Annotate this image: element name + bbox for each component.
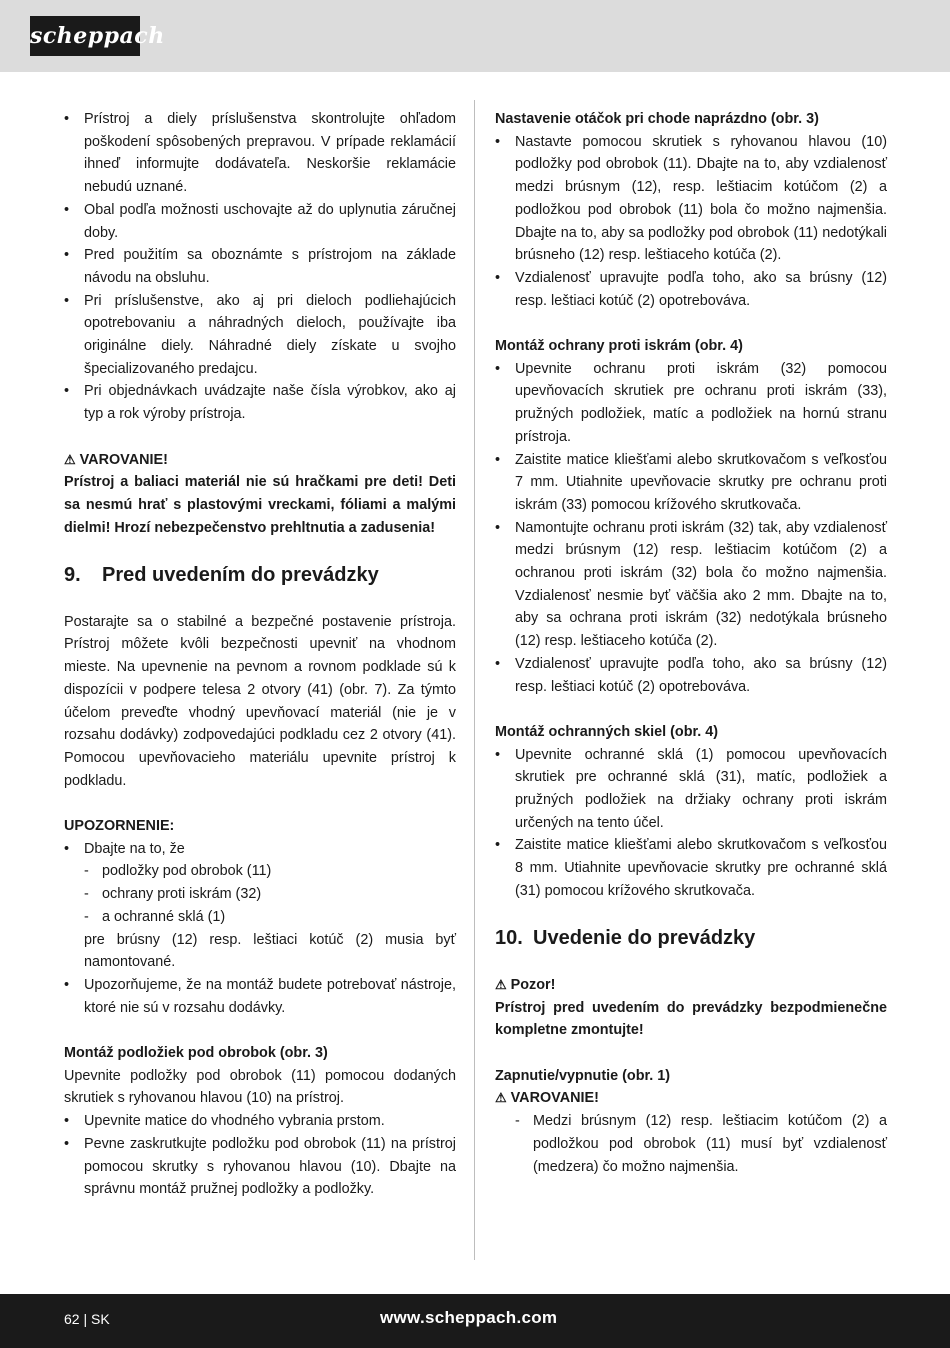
warning-title: VAROVANIE!: [79, 451, 168, 468]
list-item: [64, 838, 456, 861]
list-item: • Vzdialenosť upravujte podľa toho, ako sa brúsny (12) resp. leštiaci kotúč (2) opotrebováva.: [495, 267, 887, 312]
switch-title: Zapnutie/vypnutie (obr. 1): [495, 1067, 671, 1084]
scheppach-logo: scheppach: [30, 16, 140, 56]
caution-heading: [495, 974, 887, 997]
left-column: [64, 108, 456, 1201]
section-title: Uvedenie do prevádzky: [533, 927, 756, 950]
list-item: • Pred použitím sa oboznámte s prístrojom na základe návodu na obsluhu.: [64, 244, 456, 289]
list-item: • Zaistite matice kliešťami alebo skrutkovačom s veľkosťou 7 mm. Utiahnite upevňovacie skrutky pre ochranu proti iskrám (33) pomocou krížového skrutkovača.: [495, 449, 887, 517]
list-item: • Obal podľa možnosti uschovajte až do uplynutia záručnej doby.: [64, 199, 456, 244]
list-item: • Upevnite ochranné sklá (1) pomocou upevňovacích skrutiek pre ochranné sklá (31), matíc, podložiek a pružných podložiek na držiaky ochrany proti iskrám určených na tento účel.: [495, 744, 887, 835]
page-number-label: [64, 1311, 110, 1327]
notice-list: [64, 838, 456, 861]
spark-list: [495, 358, 887, 699]
warning-triangle-icon: ⚠: [495, 976, 507, 992]
list-item: • Prístroj a diely príslušenstva skontrolujte ohľadom poškodení spôsobených prepravou. V prípade reklamácií ihneď informujte dodávateľa. Neskoršie reklamácie nebudú uznané.: [64, 108, 456, 199]
column-divider: [474, 100, 475, 1260]
list-item: • Pri objednávkach uvádzajte naše čísla výrobkov, ako aj typ a rok výroby prístroja.: [64, 380, 456, 425]
glass-title: Montáž ochranných skiel (obr. 4): [495, 723, 719, 740]
intro-list: [64, 108, 456, 426]
dash-item: - podložky pod obrobok (11): [84, 860, 456, 883]
mount-pad-list: [64, 1110, 456, 1201]
caution-text: Prístroj pred uvedením do prevádzky bezpodmienečne kompletne zmontujte!: [495, 999, 887, 1039]
dash-item: - ochrany proti iskrám (32): [84, 883, 456, 906]
spark-title: Montáž ochrany proti iskrám (obr. 4): [495, 338, 743, 355]
mount-pad-title: Montáž podložiek pod obrobok (obr. 3): [64, 1045, 328, 1062]
switch-warning-title: VAROVANIE!: [510, 1090, 599, 1107]
list-item: • Upevnite ochranu proti iskrám (32) pomocou upevňovacích skrutiek pre ochranu proti iskrám (33), pružných podložiek, matíc a podložiek na hornú stranu prístroja.: [495, 358, 887, 449]
list-item: • Zaistite matice kliešťami alebo skrutkovačom s veľkosťou 8 mm. Utiahnite upevňovacie skrutky pre ochranné sklá (31) pomocou krížového skrutkovača.: [495, 834, 887, 902]
right-column: [495, 108, 887, 1178]
page-number: 62: [64, 1311, 80, 1327]
list-item: • Nastavte pomocou skrutiek s ryhovanou hlavou (10) podložky pod obrobok (11). Dbajte na to, aby vzdialenosť medzi brúsnym (12), resp. leštiacim kotúčom (2) a podložkou pod obrobok (11) bola čo možno najmenšia. Dbajte na to, aby sa podložky pod obrobok (11) nedotýkali brúsneho (12) resp. leštiaceho kotúča (2).: [495, 131, 887, 267]
list-item: • Upozorňujeme, že na montáž budete potrebovať nástroje, ktoré nie sú v rozsahu dodávky.: [64, 974, 456, 1019]
notice-title: UPOZORNENIE:: [64, 818, 175, 835]
notice-dash-list: [64, 860, 456, 928]
section-9-text: Postarajte sa o stabilné a bezpečné postavenie prístroja. Prístroj môžete kvôli bezpečnosti upevniť na vhodnom mieste. Na upevnenie na pevnom a rovnom podklade sú k dispozícii v podpere telesa 2 otvory (41) (obr. 7). Za týmto účelom preveďte vhodný upevňovací materiál (nie je v rozsahu dodávky) zodpovedajúci podkladu cez 2 otvory (41). Pomocou upevňovacieho materiálu upevnite prístroj k podkladu.: [64, 613, 456, 789]
notice-list-2: [64, 974, 456, 1019]
section-title: Pred uvedením do prevádzky: [102, 564, 379, 587]
page-footer: [0, 1294, 950, 1348]
list-item: • Namontujte ochranu proti iskrám (32) tak, aby vzdialenosť medzi brúsnym (12) resp. leštiacim kotúčom (2) a ochranou proti iskrám (32) bola čo možno najmenšia. Vzdialenosť nesmie byť väčšia ako 2 mm. Dbajte na to, aby sa ochrana proti iskrám (32) nedotýkala brúsneho (12) resp. leštiaceho kotúča (2).: [495, 517, 887, 653]
dash-item: - Medzi brúsnym (12) resp. leštiacim kotúčom (2) a podložkou pod obrobok (11) musí byť vzdialenosť (medzera) čo možno najmenšia.: [515, 1110, 887, 1178]
footer-separator: |: [83, 1311, 88, 1327]
warning-text: Prístroj a baliaci materiál nie sú hračkami pre deti! Deti sa nesmú hrať s plastovými vreckami, fóliami a malými dielmi! Hrozí nebezpečenstvo prehltnutia a zadusenia!: [64, 474, 456, 536]
caution-title: Pozor!: [510, 976, 556, 993]
idle-list: [495, 131, 887, 313]
mount-pad-text: Upevnite podložky pod obrobok (11) pomocou dodaných skrutiek s ryhovanou hlavou (10) na prístroj.: [64, 1067, 456, 1107]
notice-continuation: pre brúsny (12) resp. leštiaci kotúč (2) musia byť namontované.: [84, 931, 456, 971]
section-number: 10.: [495, 927, 523, 950]
language-code: SK: [91, 1311, 110, 1327]
section-number: 9.: [64, 564, 81, 587]
warning-heading: [64, 449, 456, 472]
list-item-text: Dbajte na to, že: [84, 840, 185, 857]
list-item: • Pri príslušenstve, ako aj pri dieloch podliehajúcich opotrebovaniu a náhradných dieloch, používajte iba originálne diely. Náhradné diely získate u svojho špecializovaného predajcu.: [64, 290, 456, 381]
warning-triangle-icon: ⚠: [495, 1090, 507, 1106]
list-item: • Vzdialenosť upravujte podľa toho, ako sa brúsny (12) resp. leštiaci kotúč (2) opotrebováva.: [495, 653, 887, 698]
website-url[interactable]: www.scheppach.com: [380, 1308, 558, 1327]
section-9-heading: [64, 562, 456, 588]
section-10-heading: [495, 925, 887, 951]
idle-title: Nastavenie otáčok pri chode naprázdno (obr. 3): [495, 111, 819, 127]
glass-list: [495, 744, 887, 903]
list-item: • Pevne zaskrutkujte podložku pod obrobok (11) na prístroj pomocou skrutky s ryhovanou hlavou (10). Dbajte na správnu montáž pružnej podložky a podložky.: [64, 1133, 456, 1201]
switch-warning-heading: [495, 1087, 887, 1110]
list-item: • Upevnite matice do vhodného vybrania prstom.: [64, 1110, 456, 1133]
page-header: [0, 0, 950, 72]
dash-item: - a ochranné sklá (1): [84, 906, 456, 929]
warning-triangle-icon: ⚠: [64, 451, 76, 467]
switch-dash-list: [495, 1110, 887, 1178]
